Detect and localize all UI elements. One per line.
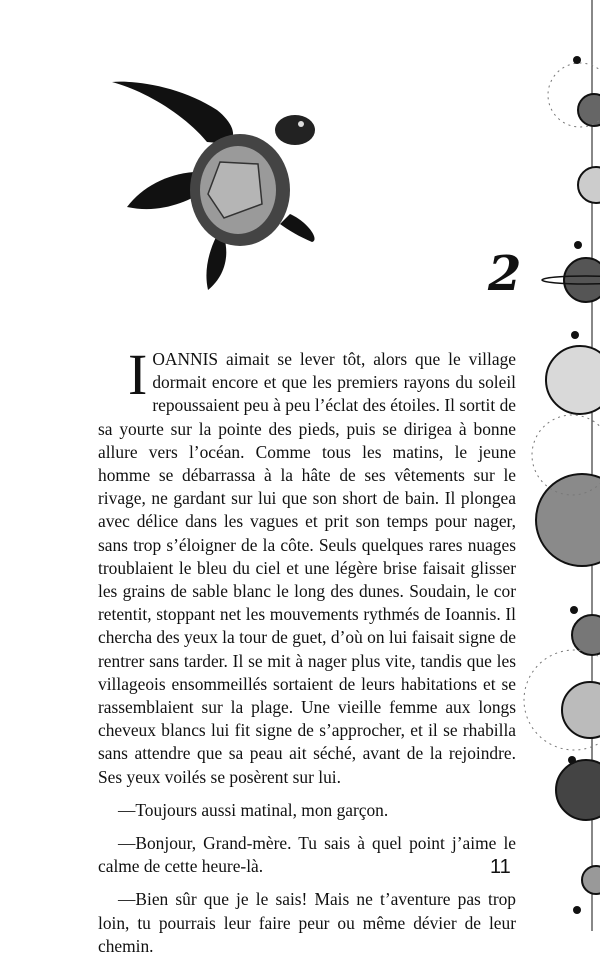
dialogue-line: —Bien sûr que je le sais! Mais ne t’aventure pas trop loin, tu pourrais leur faire peur ou même dévier de leur chemin. [98, 889, 516, 956]
opening-word: OANNIS [152, 349, 219, 369]
dialogue-line: —Toujours aussi matinal, mon garçon. [118, 799, 389, 820]
paragraph-body: aimait se lever tôt, alors que le village dormait encore et que les premiers rayons du soleil repoussaient peu à peu l’éclat des étoiles. Il sortit de sa yourte sur la pointe des pieds, puis se dirigea à bonne allure vers l’océan. Comme tous les matins, le jeune homme se débarrassa à la hâte de ses vêtements sur le rivage, ne gardant sur lui que son short de bain. Il plongea avec délice dans les vagues et prit son temps pour nager, sans trop s’éloigner de la côte. Seuls quelques rares nuages troublaient le bleu du ciel et une légère brise faisait glisser les grains de sable blanc le long des dunes. Soudain, le cor retentit, stoppant net les mouvements rythmés de Ioannis. Il chercha des yeux la tour de guet, d’où on lui faisait signe de rentrer sans tarder. Il se mit à nager plus vite, tandis que les villageois ensommeillés sortaient de leurs habitations et se rassemblaient sur la plage. Une vieille femme aux longs cheveux blancs lui fit signe de s’approcher, et il se rhabilla sans attendre que sa peau ait séché, avant de la rejoindre. Ses yeux voilés se posèrent sur lui. [98, 349, 516, 787]
page-number: 11 [490, 856, 511, 878]
sea-turtle-illustration [112, 72, 322, 297]
planets-border-illustration [520, 0, 600, 931]
dialogue-line: —Bonjour, Grand-mère. Tu sais à quel point j’aime le calme de cette heure-là. [98, 833, 516, 877]
paragraph-opening [98, 342, 516, 789]
drop-cap: I [128, 342, 148, 407]
chapter-number: 2 [488, 246, 522, 302]
chapter-text [98, 342, 516, 958]
